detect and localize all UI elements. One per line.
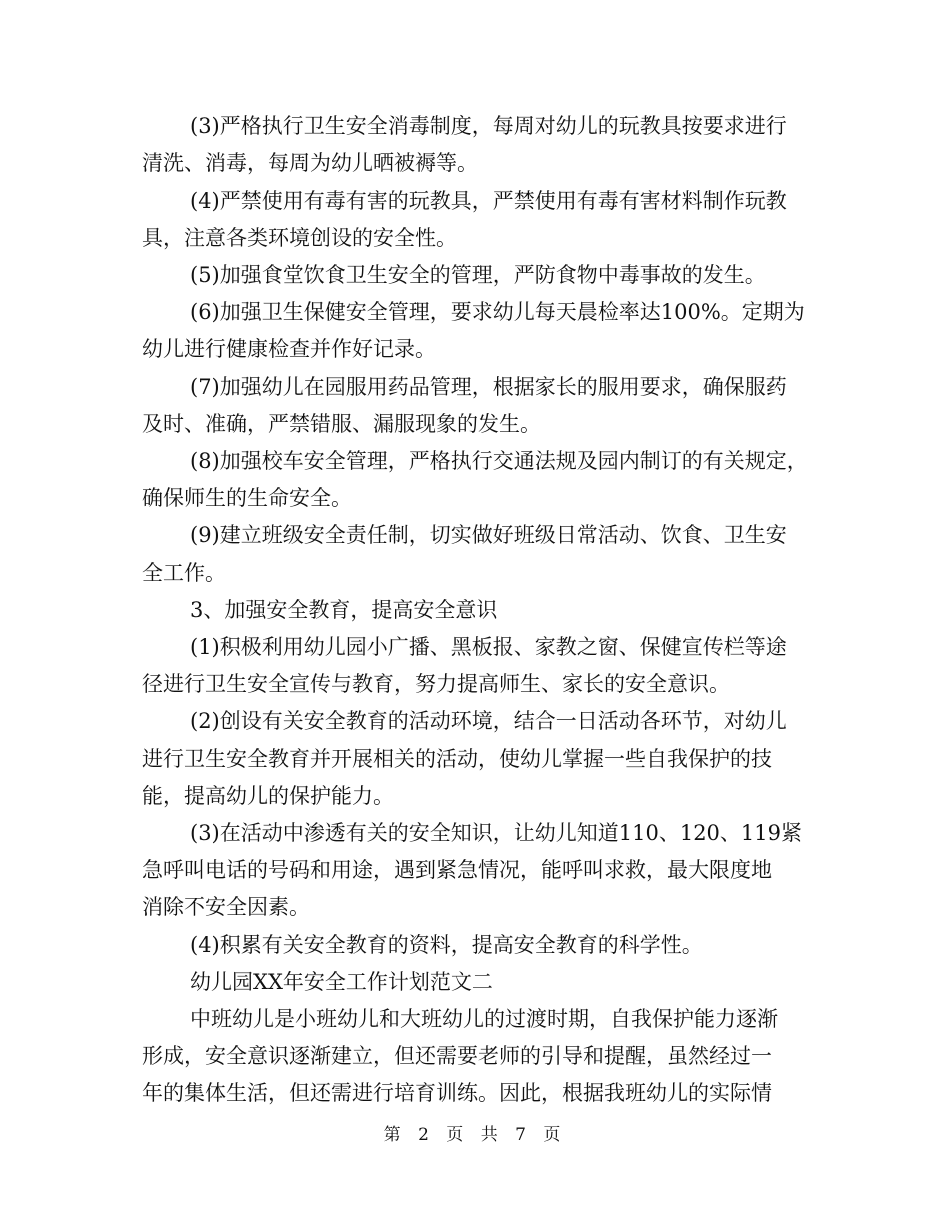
- page-footer: 第 2 页 共 7 页: [383, 1125, 567, 1145]
- text-line: 具，注意各类环境创设的安全性。: [142, 226, 457, 250]
- text-line: 进行卫生安全教育并开展相关的活动，使幼儿掌握一些自我保护的技: [142, 747, 772, 771]
- text-line: (6)加强卫生保健安全管理，要求幼儿每天晨检率达100%。定期为: [190, 300, 805, 324]
- text-line: 确保师生的生命安全。: [142, 486, 352, 510]
- text-line: (3)严格执行卫生安全消毒制度，每周对幼儿的玩教具按要求进行: [190, 114, 787, 138]
- text-line: 幼儿进行健康检查并作好记录。: [142, 337, 436, 361]
- text-line: (2)创设有关安全教育的活动环境，结合一日活动各环节，对幼儿: [190, 709, 787, 733]
- text-line: 全工作。: [142, 561, 226, 585]
- text-line: 急呼叫电话的号码和用途，遇到紧急情况，能呼叫求救，最大限度地: [142, 858, 772, 882]
- text-line: 消除不安全因素。: [142, 895, 310, 919]
- document-subtitle: 幼儿园XX年安全工作计划范文二: [190, 970, 493, 994]
- text-line: (4)积累有关安全教育的资料，提高安全教育的科学性。: [190, 933, 703, 957]
- section-heading: 3、加强安全教育，提高安全意识: [190, 598, 498, 622]
- text-line: (9)建立班级安全责任制，切实做好班级日常活动、饮食、卫生安: [190, 523, 787, 547]
- text-line: (3)在活动中渗透有关的安全知识，让幼儿知道110、120、119紧: [190, 821, 802, 845]
- text-line: 及时、准确，严禁错服、漏服现象的发生。: [142, 412, 541, 436]
- text-line: (7)加强幼儿在园服用药品管理，根据家长的服用要求，确保服药: [190, 375, 787, 399]
- text-line: (8)加强校车安全管理，严格执行交通法规及园内制订的有关规定，: [190, 449, 808, 473]
- text-line: (5)加强食堂饮食卫生安全的管理，严防食物中毒事故的发生。: [190, 263, 766, 287]
- text-line: 形成，安全意识逐渐建立，但还需要老师的引导和提醒，虽然经过一: [142, 1044, 772, 1068]
- text-line: 中班幼儿是小班幼儿和大班幼儿的过渡时期，自我保护能力逐渐: [190, 1007, 778, 1031]
- text-line: (1)积极利用幼儿园小广播、黑板报、家教之窗、保健宣传栏等途: [190, 635, 787, 659]
- text-line: 能，提高幼儿的保护能力。: [142, 784, 394, 808]
- text-line: 清洗、消毒，每周为幼儿晒被褥等。: [142, 151, 478, 175]
- text-line: 径进行卫生安全宣传与教育，努力提高师生、家长的安全意识。: [142, 672, 730, 696]
- text-line: (4)严禁使用有毒有害的玩教具，严禁使用有毒有害材料制作玩教: [190, 189, 787, 213]
- text-line: 年的集体生活，但还需进行培育训练。因此，根据我班幼儿的实际情: [142, 1081, 772, 1105]
